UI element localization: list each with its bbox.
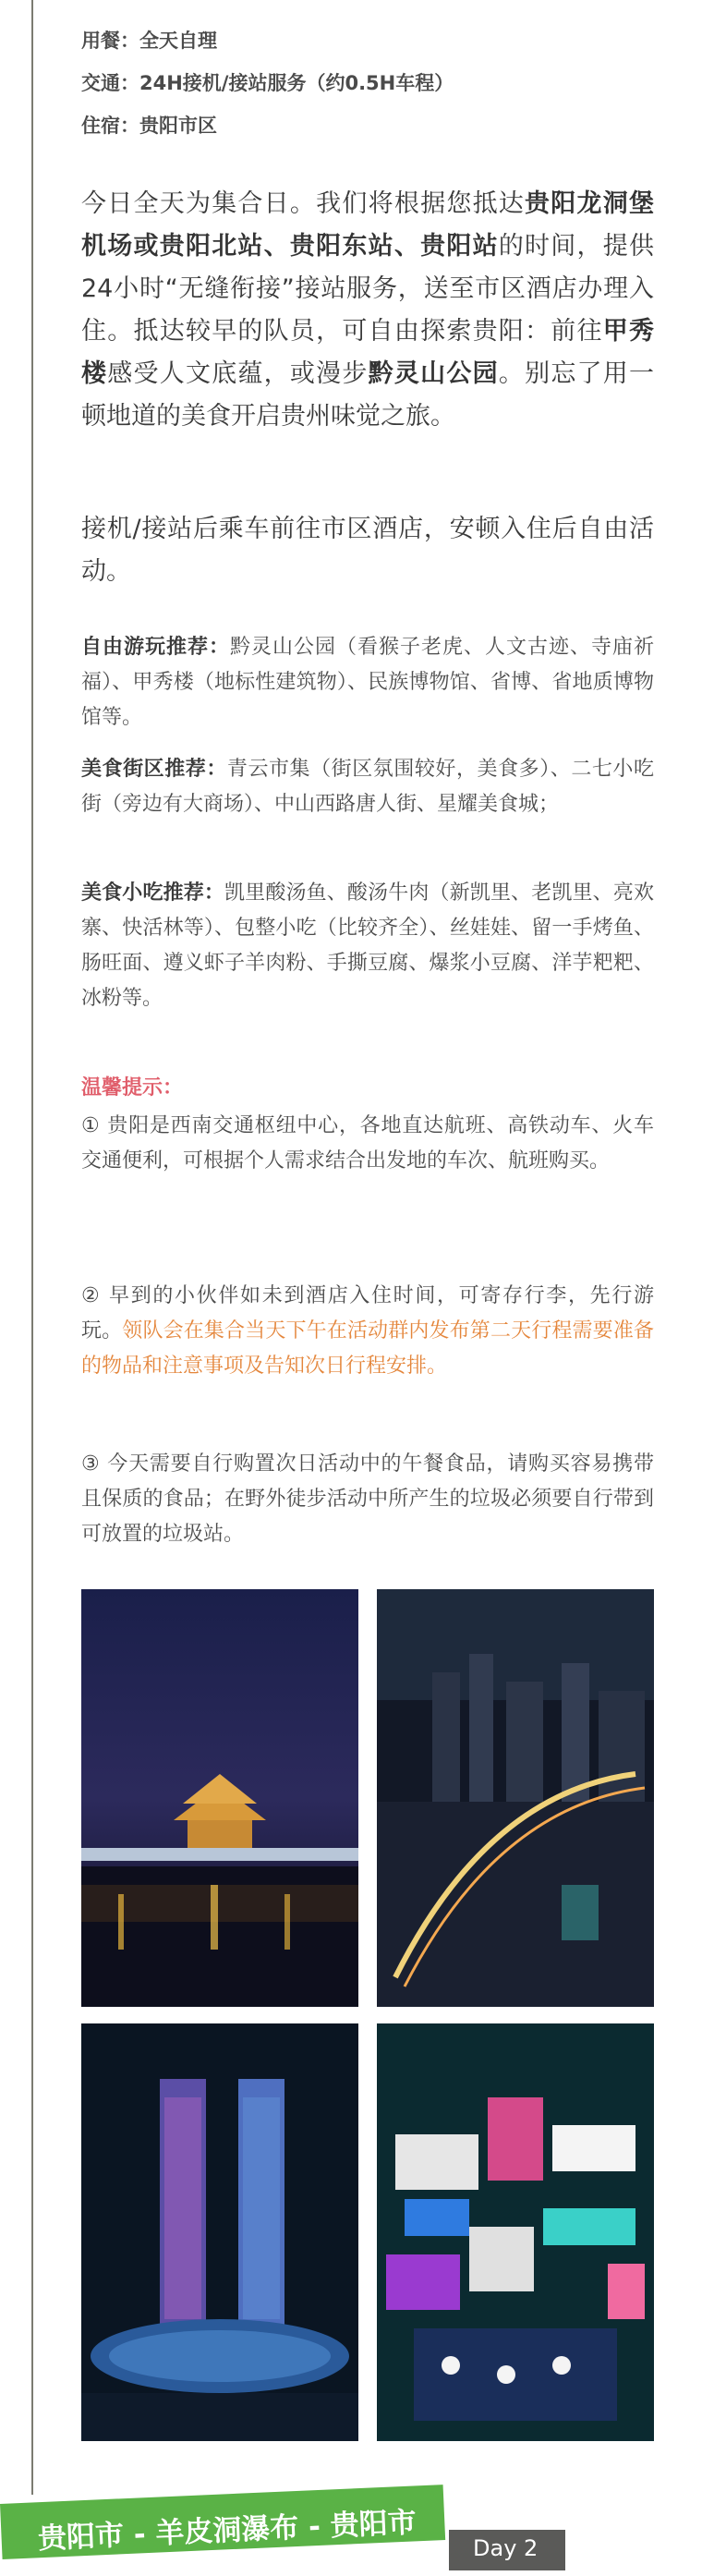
tip-2: ② 早到的小伙伴如未到酒店入住时间，可寄存行李，先行游玩。领队会在集合当天下午在活动群内发布第二天行程需要准备的物品和注意事项及告知次日行程安排。 <box>81 1284 654 1378</box>
photo-city-highway <box>377 1589 654 2007</box>
stay-info: 住宿：贵阳市区 <box>81 115 217 137</box>
snack-recommend: 美食小吃推荐：凯里酸汤鱼、酸汤牛肉（新凯里、老凯里、亮欢寨、快活林等）、包整小吃（比较齐全）、丝娃娃、留一手烤鱼、肠旺面、遵义虾子羊肉粉、手撕豆腐、爆浆小豆腐、洋芋粑粑、冰粉等。 <box>81 881 654 1010</box>
photo-neon-street <box>377 2023 654 2441</box>
meal-info: 用餐：全天自理 <box>81 30 217 52</box>
play-recommend: 自由游玩推荐：黔灵山公园（看猴子老虎、人文古迹、寺庙祈福）、甲秀楼（地标性建筑物）、民族博物馆、省博、省地质博物馆等。 <box>81 636 654 729</box>
photo-twin-towers <box>81 2023 358 2441</box>
tip-3: ③ 今天需要自行购置次日活动中的午餐食品，请购买容易携带且保质的食品；在野外徒步活动中所产生的垃圾必须要自行带到可放置的垃圾站。 <box>81 1452 654 1546</box>
transport-info: 交通：24H接机/接站服务（约0.5H车程） <box>81 72 454 94</box>
timeline-line <box>31 0 33 2495</box>
photo-pavilion-night <box>81 1589 358 2007</box>
route-title: 贵阳市 - 羊皮洞瀑布 - 贵阳市 <box>37 2506 418 2556</box>
street-recommend: 美食街区推荐：青云市集（街区氛围较好，美食多）、二七小吃街（旁边有大商场）、中山西路唐人街、星耀美食城； <box>81 758 654 816</box>
transfer-paragraph: 接机/接站后乘车前往市区酒店，安顿入住后自由活动。 <box>81 515 654 586</box>
tips-title: 温馨提示： <box>81 1076 184 1100</box>
day-label: Day 2 <box>473 2535 539 2561</box>
tip-1: ① 贵阳是西南交通枢纽中心，各地直达航班、高铁动车、火车交通便利，可根据个人需求结合出发地的车次、航班购买。 <box>81 1114 654 1173</box>
intro-paragraph: 今日全天为集合日。我们将根据您抵达贵阳龙洞堡机场或贵阳北站、贵阳东站、贵阳站的时间，提供24小时“无缝衔接”接站服务，送至市区酒店办理入住。抵达较早的队员，可自由探索贵阳：前往甲秀楼感受人文底蕴，或漫步黔灵山公园。别忘了用一顿地道的美食开启贵州味觉之旅。 <box>81 189 655 431</box>
